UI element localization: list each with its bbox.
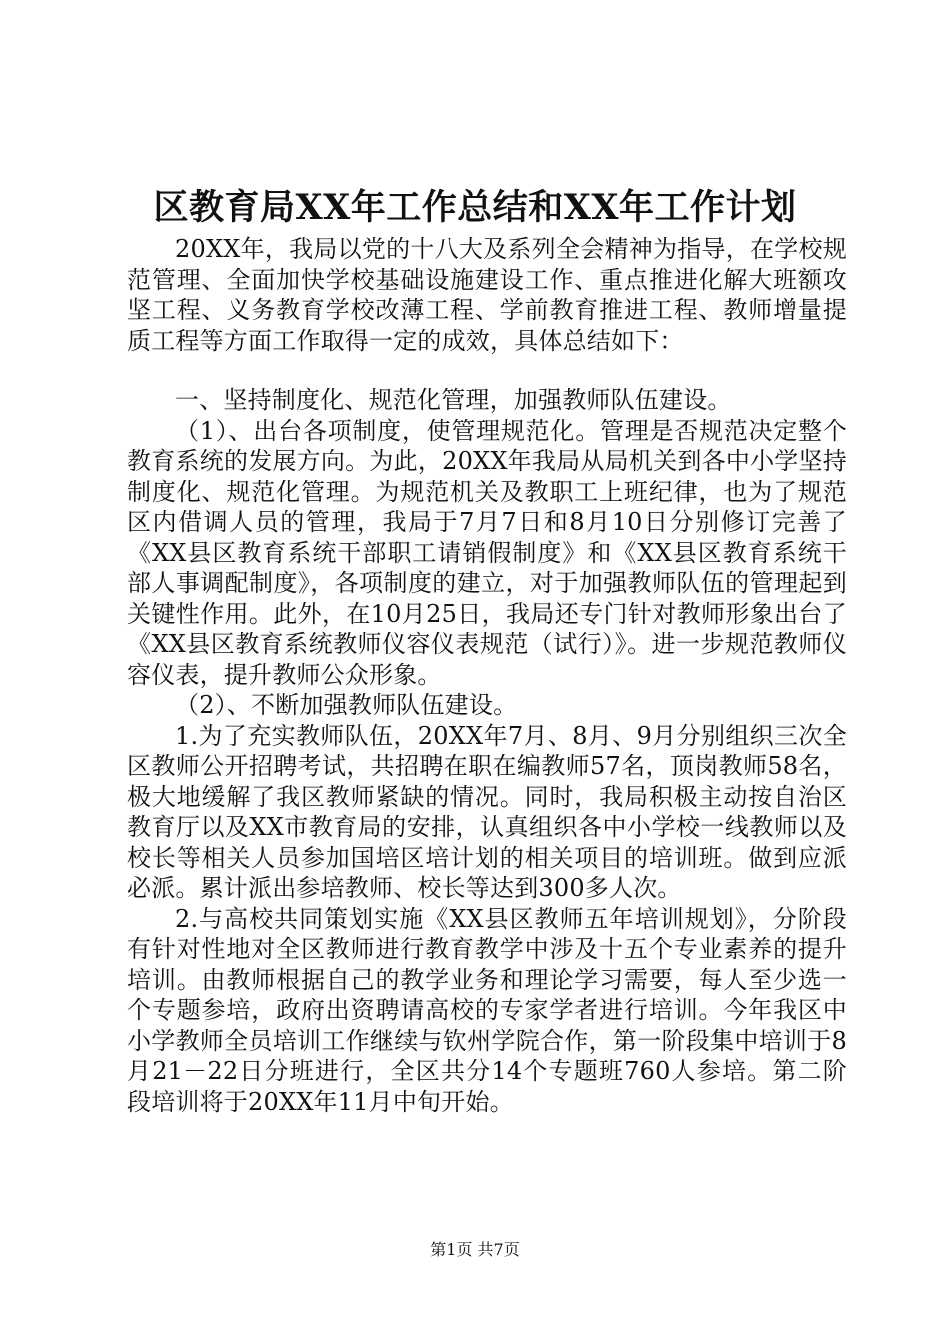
item-1-paragraph: 1.为了充实教师队伍，20XX年7月、8月、9月分别组织三次全区教师公开招聘考试，共招聘在职在编教师57名，顶岗教师58名，极大地缓解了我区教师紧缺的情况。同时，我局积极主动按自治区教育厅以及XX市教育局的安排，认真组织各中小学校一线教师以及校长等相关人员参加国培区培计划的相关项目的培训班。做到应派必派。累计派出参培教师、校长等达到300多人次。 <box>127 721 847 902</box>
subsection-2-heading: （2）、不断加强教师队伍建设。 <box>175 691 518 719</box>
section-heading-1: 一、坚持制度化、规范化管理，加强教师队伍建设。 <box>175 386 732 414</box>
subsection-1-paragraph: （1）、出台各项制度，使管理规范化。管理是否规范决定整个教育系统的发展方向。为此，20XX年我局从局机关到各中小学坚持制度化、规范化管理。为规范机关及教职工上班纪律，也为了规范区内借调人员的管理，我局于7月7日和8月10日分别修订完善了《XX县区教育系统干部职工请销假制度》和《XX县区教育系统干部人事调配制度》，各项制度的建立，对于加强教师队伍的管理起到关键性作用。此外，在10月25日，我局还专门针对教师形象出台了《XX县区教育系统教师仪容仪表规范（试行）》。进一步规范教师仪容仪表，提升教师公众形象。 <box>127 416 847 689</box>
intro-paragraph: 20XX年，我局以党的十八大及系列全会精神为指导，在学校规范管理、全面加快学校基础设施建设工作、重点推进化解大班额攻坚工程、义务教育学校改薄工程、学前教育推进工程、教师增量提质工程等方面工作取得一定的成效，具体总结如下： <box>127 235 847 355</box>
page-number-footer: 第1页 共7页 <box>430 1240 520 1259</box>
item-2-paragraph: 2.与高校共同策划实施《XX县区教师五年培训规划》，分阶段有针对性地对全区教师进行教育教学中涉及十五个专业素养的提升培训。由教师根据自己的教学业务和理论学习需要，每人至少选一个专题参培，政府出资聘请高校的专家学者进行培训。今年我区中小学教师全员培训工作继续与钦州学院合作，第一阶段集中培训于8月21－22日分班进行，全区共分14个专题班760人参培。第二阶段培训将于20XX年11月中旬开始。 <box>127 904 847 1116</box>
document-body <box>127 234 847 1117</box>
document-title: 区教育局XX年工作总结和XX年工作计划 <box>153 187 797 228</box>
